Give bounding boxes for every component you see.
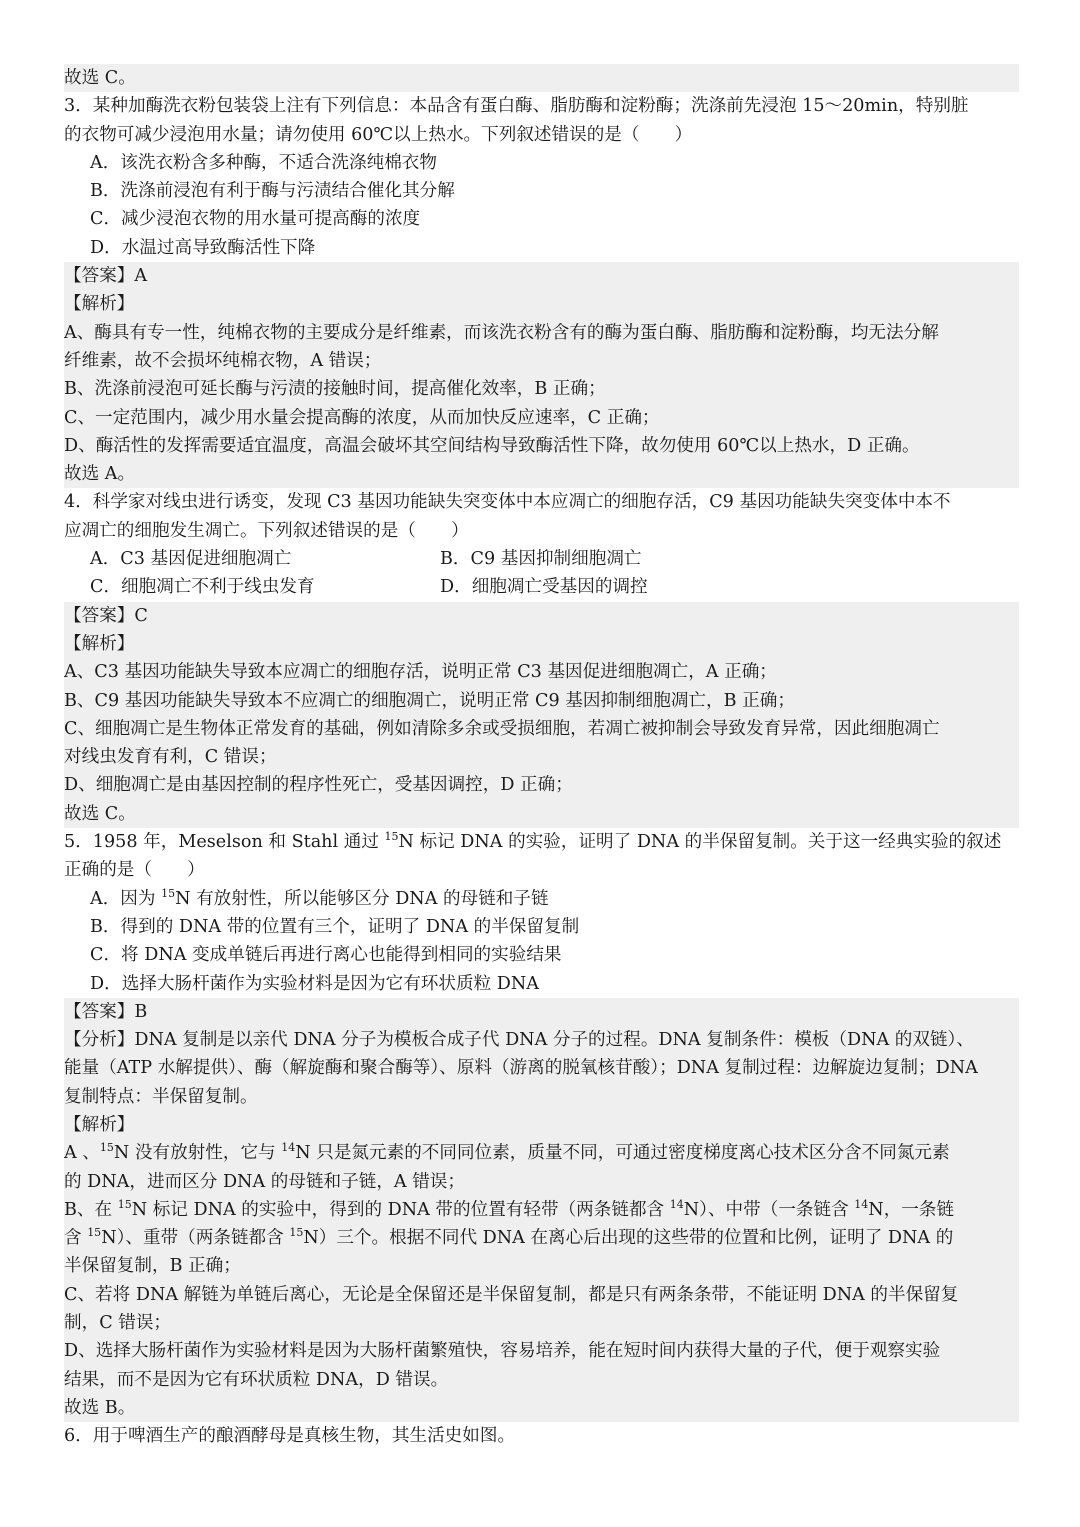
q3-option-a: A．该洗衣粉含多种酶，不适合洗涤纯棉衣物 (90, 152, 437, 173)
q5-exp-b-text-a: B、在 (64, 1199, 118, 1220)
q3-explanation-1: A、酶具有专一性，纯棉衣物的主要成分是纤维素，而该洗衣粉含有的酶为蛋白酶、脂肪酶和淀粉酶，均无法分解 (64, 319, 1019, 347)
q4-option-d: D．细胞凋亡受基因的调控 (440, 577, 648, 598)
q5-option-a-text-b: N 有放射性，所以能够区分 DNA 的母链和子链 (175, 888, 549, 909)
q5-exp-a-text-c: N 只是氮元素的不同同位素，质量不同，可通过密度梯度离心技术区分含不同氮元素 (295, 1143, 950, 1164)
q5-stem-sup: 15 (384, 830, 399, 844)
q5-exp-b-text-d: N，一条链 (868, 1199, 955, 1220)
q5-exp-a-sup-1: 15 (99, 1141, 114, 1155)
q5-option-b: B．得到的 DNA 带的位置有三个，证明了 DNA 的半保留复制 (90, 916, 580, 937)
q5-explanation-a-1 (64, 1139, 1019, 1167)
q5-exp-a-sup-2: 14 (281, 1141, 296, 1155)
q5-analysis-2: 能量（ATP 水解提供）、酶（解旋酶和聚合酶等）、原料（游离的脱氧核苷酸）；DNA 复制过程：边解旋边复制；DNA (64, 1054, 1019, 1082)
q5-explanation-d-1: D、选择大肠杆菌作为实验材料是因为大肠杆菌繁殖快，容易培养，能在短时间内获得大量的子代，便于观察实验 (64, 1337, 1019, 1365)
q5-stem-line-2: 正确的是（ ） (64, 860, 205, 881)
q3-explanation-3: B、洗涤前浸泡可延长酶与污渍的接触时间，提高催化效率，B 正确； (64, 375, 1019, 403)
q4-stem-line-1: 4．科学家对线虫进行诱变，发现 C3 基因功能缺失突变体中本应凋亡的细胞存活，C9 基因功能缺失突变体中本不 (64, 492, 951, 513)
q5-explanation-b-3: 半保留复制，B 正确； (64, 1252, 1019, 1280)
q4-options-row-2 (64, 573, 1019, 601)
q3-explanation-5: D、酶活性的发挥需要适宜温度，高温会破坏其空间结构导致酶活性下降，故勿使用 60℃以上热水，D 正确。 (64, 432, 1019, 460)
q5-explanation-title: 【解析】 (64, 1111, 1019, 1139)
q5-analysis-1: 【分析】DNA 复制是以亲代 DNA 分子为模板合成子代 DNA 分子的过程。DNA 复制条件：模板（DNA 的双链）、 (64, 1026, 1019, 1054)
q5-analysis-3: 复制特点：半保留复制。 (64, 1083, 1019, 1111)
q5-exp-b-sup-1: 15 (117, 1198, 132, 1212)
q4-option-b: B．C9 基因抑制细胞凋亡 (440, 549, 642, 570)
q4-explanation-4: 对线虫发育有利，C 错误； (64, 743, 1019, 771)
q3-analysis-title: 【解析】 (64, 290, 1019, 318)
q4-explanation-1: A、C3 基因功能缺失导致本应凋亡的细胞存活，说明正常 C3 基因促进细胞凋亡，A 正确； (64, 658, 1019, 686)
q3-answer: 【答案】A (64, 262, 1019, 290)
q5-exp-b-sup-3: 14 (854, 1198, 869, 1212)
q3-stem-line-1: 3．某种加酶洗衣粉包装袋上注有下列信息：本品含有蛋白酶、脂肪酶和淀粉酶；洗涤前先浸泡 15～20min，特别脏 (64, 96, 969, 117)
q5-exp-b2-text-a: 含 (64, 1228, 88, 1249)
q3-option-c: C．减少浸泡衣物的用水量可提高酶的浓度 (90, 209, 421, 230)
q5-explanation-c-1: C、若将 DNA 解链为单链后离心，无论是全保留还是半保留复制，都是只有两条条带，不能证明 DNA 的半保留复 (64, 1281, 1019, 1309)
q5-exp-a-text-b: N 没有放射性，它与 (113, 1143, 282, 1164)
q5-explanation-d-2: 结果，而不是因为它有环状质粒 DNA，D 错误。 (64, 1366, 1019, 1394)
q5-answer: 【答案】B (64, 998, 1019, 1026)
q3-conclusion: 故选 A。 (64, 460, 1019, 488)
q5-option-a-text-a: A．因为 (90, 888, 162, 909)
q4-explanation-3: C、细胞凋亡是生物体正常发育的基础，例如清除多余或受损细胞，若凋亡被抑制会导致发育异常，因此细胞凋亡 (64, 715, 1019, 743)
q5-exp-a-text-a: A 、 (64, 1143, 100, 1164)
q4-stem-line-2: 应凋亡的细胞发生凋亡。下列叙述错误的是（ ） (64, 520, 469, 541)
q4-option-c: C．细胞凋亡不利于线虫发育 (90, 577, 315, 598)
q3-explanation-4: C、一定范围内，减少用水量会提高酶的浓度，从而加快反应速率，C 正确； (64, 404, 1019, 432)
document-page (64, 64, 1019, 1451)
q5-exp-b-sup-2: 14 (669, 1198, 684, 1212)
q3-stem-line-2: 的衣物可减少浸泡用水量；请勿使用 60℃以上热水。下列叙述错误的是（ ） (64, 124, 693, 145)
q3-option-b: B．洗涤前浸泡有利于酶与污渍结合催化其分解 (90, 181, 455, 202)
q5-exp-b2-sup-2: 15 (289, 1226, 304, 1240)
q5-stem-line-1 (64, 828, 1019, 856)
q5-exp-b2-text-b: N）、重带（两条链都含 (101, 1228, 290, 1249)
q5-exp-b2-text-c: N）三个。根据不同代 DNA 在离心后出现的这些带的位置和比例，证明了 DNA 的 (303, 1228, 954, 1249)
q5-explanation-a-2: 的 DNA，进而区分 DNA 的母链和子链，A 错误； (64, 1168, 1019, 1196)
q4-analysis-title: 【解析】 (64, 630, 1019, 658)
q3-explanation-2: 纤维素，故不会损坏纯棉衣物，A 错误； (64, 347, 1019, 375)
q5-exp-b2-sup-1: 15 (87, 1226, 102, 1240)
q4-explanation-5: D、细胞凋亡是由基因控制的程序性死亡，受基因调控，D 正确； (64, 771, 1019, 799)
q4-conclusion: 故选 C。 (64, 800, 1019, 828)
q5-explanation-b-2 (64, 1224, 1019, 1252)
q5-explanation-b-1 (64, 1196, 1019, 1224)
q2-conclusion: 故选 C。 (64, 64, 1019, 92)
q5-exp-b-text-b: N 标记 DNA 的实验中，得到的 DNA 带的位置有轻带（两条链都含 (131, 1199, 670, 1220)
q4-explanation-2: B、C9 基因功能缺失导致本不应凋亡的细胞凋亡，说明正常 C9 基因抑制细胞凋亡，B 正确； (64, 687, 1019, 715)
q5-conclusion: 故选 B。 (64, 1394, 1019, 1422)
q5-option-a-sup: 15 (161, 886, 176, 900)
q6-stem-line-1: 6．用于啤酒生产的酿酒酵母是真核生物，其生活史如图。 (64, 1426, 516, 1447)
q5-option-a (64, 885, 1019, 913)
q4-answer: 【答案】C (64, 602, 1019, 630)
q4-options-row-1 (64, 545, 1019, 573)
q3-option-d: D．水温过高导致酶活性下降 (90, 237, 316, 258)
q5-explanation-c-2: 制，C 错误； (64, 1309, 1019, 1337)
q5-exp-b-text-c: N）、中带（一条链含 (683, 1199, 855, 1220)
q5-stem-text-a: 5．1958 年，Meselson 和 Stahl 通过 (64, 832, 385, 853)
q5-option-c: C．将 DNA 变成单链后再进行离心也能得到相同的实验结果 (90, 945, 562, 966)
q5-stem-text-b: N 标记 DNA 的实验，证明了 DNA 的半保留复制。关于这一经典实验的叙述 (398, 832, 1002, 853)
q5-option-d: D．选择大肠杆菌作为实验材料是因为它有环状质粒 DNA (90, 973, 539, 994)
q4-option-a: A．C3 基因促进细胞凋亡 (90, 549, 292, 570)
